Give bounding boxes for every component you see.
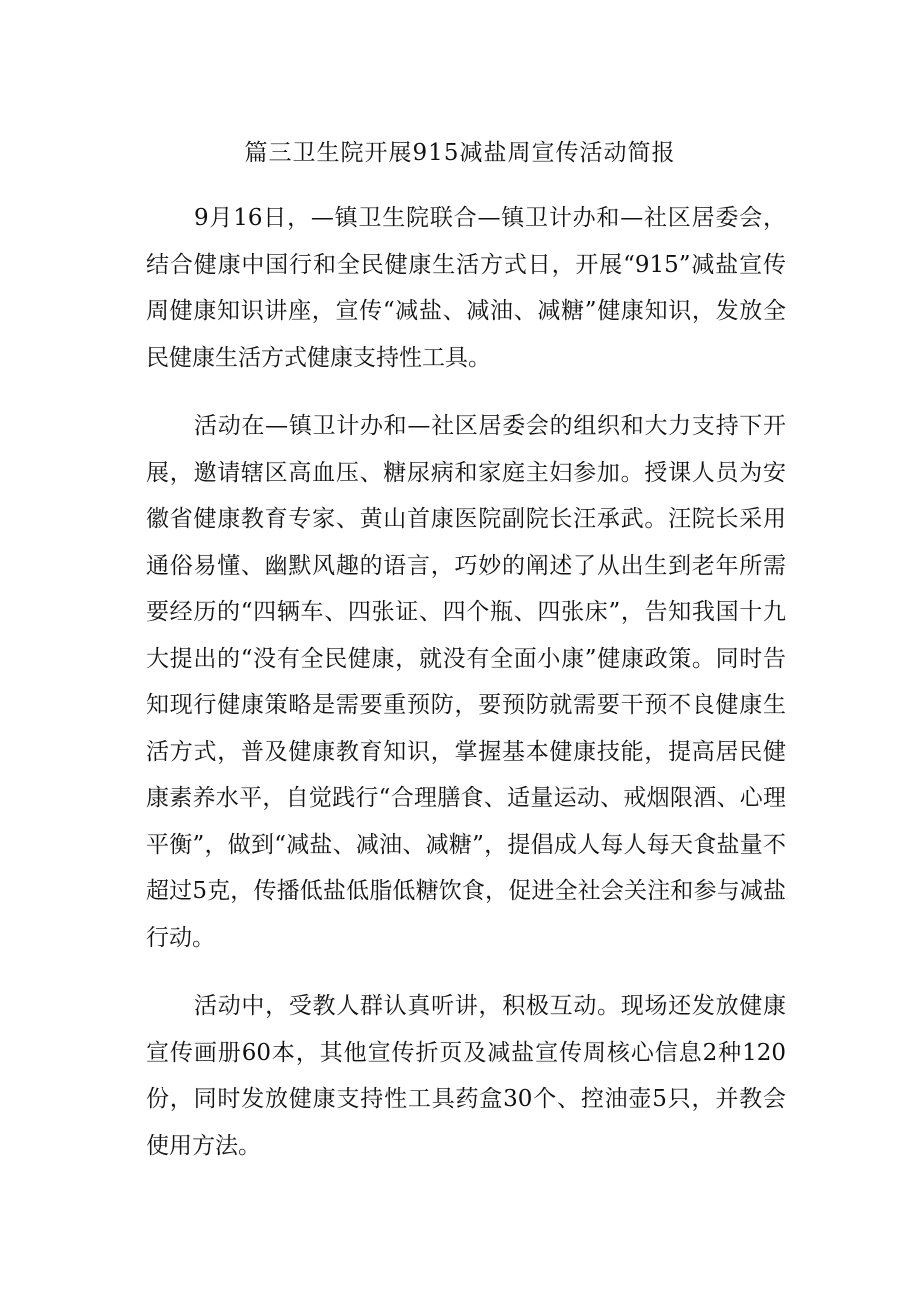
- paragraph-3: 活动中，受教人群认真听讲，积极互动。现场还发放健康宣传画册60本，其他宣传折页及减盐宣传周核心信息2种120份，同时发放健康支持性工具药盒30个、控油壶5只，并教会使用方法。: [146, 993, 786, 1159]
- document-title: 篇三卫生院开展915减盐周宣传活动简报: [244, 140, 676, 166]
- paragraph-1: 9月16日，—镇卫生院联合—镇卫计办和—社区居委会，结合健康中国行和全民健康生活方式日，开展“915”减盐宣传周健康知识讲座，宣传“减盐、减油、减糖”健康知识，发放全民健康生活方式健康支持性工具。: [146, 205, 786, 371]
- document-body: [146, 195, 786, 1169]
- paragraph-2: 活动在—镇卫计办和—社区居委会的组织和大力支持下开展，邀请辖区高血压、糖尿病和家庭主妇参加。授课人员为安徽省健康教育专家、黄山首康医院副院长汪承武。汪院长采用通俗易懂、幽默风趣的语言，巧妙的阐述了从出生到老年所需要经历的“四辆车、四张证、四个瓶、四张床”，告知我国十九大提出的“没有全民健康，就没有全面小康”健康政策。同时告知现行健康策略是需要重预防，要预防就需要干预不良健康生活方式，普及健康教育知识，掌握基本健康技能，提高居民健康素养水平，自觉践行“合理膳食、适量运动、戒烟限酒、心理平衡”，做到“减盐、减油、减糖”，提倡成人每人每天食盐量不超过5克，传播低盐低脂低糖饮食，促进全社会关注和参与减盐行动。: [146, 413, 786, 951]
